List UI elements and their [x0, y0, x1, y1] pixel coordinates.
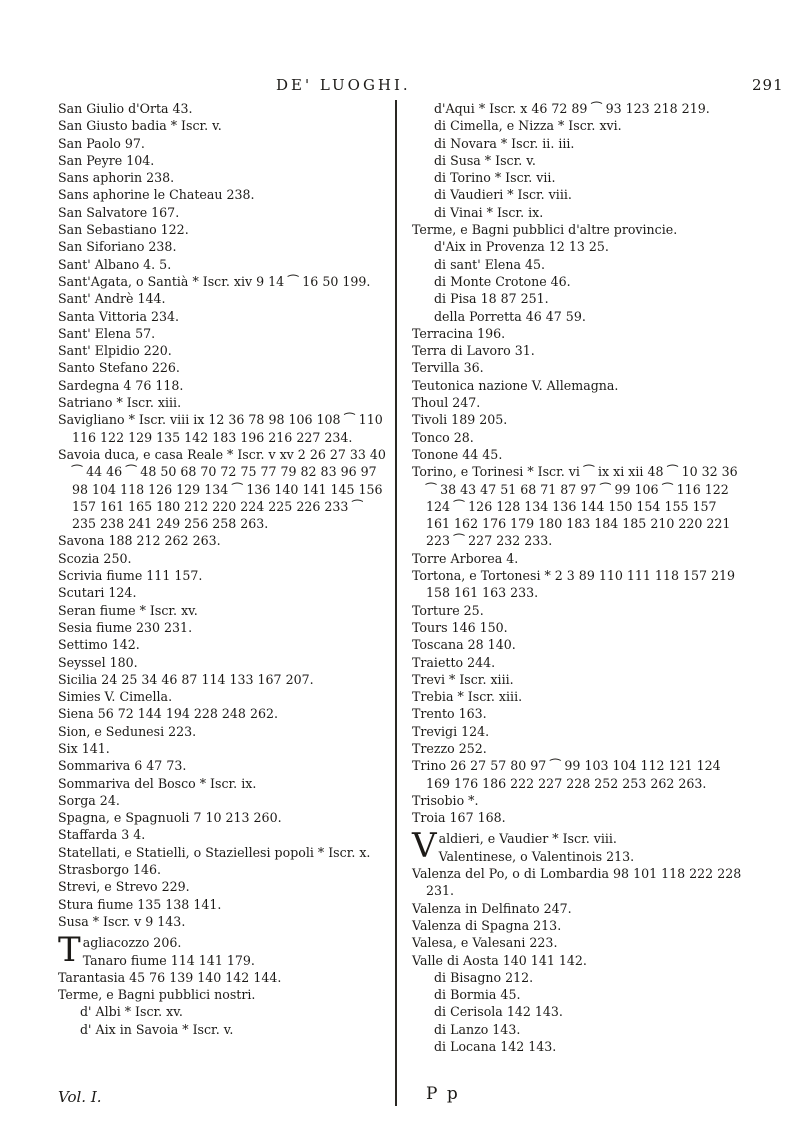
index-entry-text: Trevi * Iscr. xiii.	[412, 671, 514, 687]
index-entry	[58, 969, 388, 986]
index-entry-text: Valle di Aosta 140 141 142.	[412, 952, 587, 968]
index-entry	[412, 359, 742, 376]
signature-mark: P p	[426, 1084, 460, 1104]
index-entry	[58, 986, 388, 1003]
index-entry	[412, 917, 742, 934]
index-entry-text: Sans aphorine le Chateau 238.	[58, 187, 255, 203]
index-entry	[58, 896, 388, 913]
index-entry-text: aldieri, e Vaudier * Iscr. viii.	[438, 831, 617, 847]
page-number: 291	[752, 76, 784, 94]
index-entry-text: Thoul 247.	[412, 395, 481, 411]
index-entry-text: Sans aphorin 238.	[58, 170, 175, 186]
index-entry-text: di Vinai * Iscr. ix.	[434, 204, 544, 220]
index-entry	[58, 826, 388, 843]
index-entry-text: Valenza del Po, o di Lombardia 98 101 118 222 228 231.	[412, 866, 742, 899]
index-entry	[412, 602, 742, 619]
index-entry-text: Terme, e Bagni pubblici d'altre provincie.	[412, 222, 678, 238]
index-entry-text: Sant' Elena 57.	[58, 325, 156, 341]
index-entry-text: Tours 146 150.	[412, 619, 508, 635]
index-entry	[58, 446, 388, 532]
index-entry	[58, 688, 388, 705]
index-entry	[412, 135, 742, 152]
index-entry	[58, 359, 388, 376]
index-entry	[412, 325, 742, 342]
index-entry	[412, 342, 742, 359]
index-entry-text: Strasborgo 146.	[58, 862, 162, 878]
index-entry	[58, 619, 388, 636]
index-entry-text: Sesia fiume 230 231.	[58, 619, 193, 635]
index-entry	[412, 117, 742, 134]
index-entry	[412, 1021, 742, 1038]
index-entry	[412, 848, 742, 865]
index-entry	[58, 152, 388, 169]
index-entry	[412, 865, 742, 900]
index-entry-text: Teutonica nazione V. Allemagna.	[412, 377, 619, 393]
index-entry-text: della Porretta 46 47 59.	[434, 308, 586, 324]
running-header	[0, 76, 800, 100]
right-index-column	[412, 100, 742, 1055]
index-entry-text: Tonone 44 45.	[412, 446, 503, 462]
index-entry-text: Trebia * Iscr. xiii.	[412, 689, 523, 705]
index-entry-text: Scutari 124.	[58, 585, 137, 601]
index-entry-text: Sommariva 6 47 73.	[58, 758, 187, 774]
index-entry-text: Sicilia 24 25 34 46 87 114 133 167 207.	[58, 671, 314, 687]
index-entry	[412, 273, 742, 290]
index-entry-text: di Bormia 45.	[434, 987, 521, 1003]
index-entry	[412, 757, 742, 792]
index-entry-text: d' Albi * Iscr. xv.	[80, 1004, 183, 1020]
index-entry-text: Settimo 142.	[58, 637, 140, 653]
index-entry-text: Trento 163.	[412, 706, 487, 722]
index-entry	[412, 204, 742, 221]
index-entry	[412, 308, 742, 325]
index-entry-text: Terra di Lavoro 31.	[412, 343, 535, 359]
index-entry	[412, 169, 742, 186]
index-entry-text: Sommariva del Bosco * Iscr. ix.	[58, 775, 257, 791]
index-entry	[58, 584, 388, 601]
index-entry	[58, 308, 388, 325]
index-entry	[58, 135, 388, 152]
index-entry	[412, 238, 742, 255]
index-entry	[412, 463, 742, 549]
index-entry	[412, 688, 742, 705]
index-entry-text: di Cerisola 142 143.	[434, 1004, 563, 1020]
index-entry-text: Valenza di Spagna 213.	[412, 917, 562, 933]
index-entry-text: Tanaro fiume 114 141 179.	[82, 952, 255, 968]
index-entry-text: Sant' Elpidio 220.	[58, 343, 172, 359]
index-entry-text: San Sebastiano 122.	[58, 222, 189, 238]
index-entry-text: Satriano * Iscr. xiii.	[58, 395, 182, 411]
index-entry-text: di Torino * Iscr. vii.	[434, 170, 556, 186]
index-entry	[412, 377, 742, 394]
index-entry-text: di Pisa 18 87 251.	[434, 291, 549, 307]
drop-cap-letter: T	[58, 930, 81, 971]
index-entry	[58, 377, 388, 394]
index-entry-text: Trisobio *.	[412, 792, 479, 808]
index-entry	[58, 550, 388, 567]
index-entry	[58, 878, 388, 895]
index-entry	[58, 204, 388, 221]
index-entry	[58, 1003, 388, 1020]
index-entry-text: di Vaudieri * Iscr. viii.	[434, 187, 572, 203]
index-entry-text: Seyssel 180.	[58, 654, 138, 670]
index-entry	[58, 602, 388, 619]
index-entry-text: Tortona, e Tortonesi * 2 3 89 110 111 118 157 219 158 161 163 233.	[412, 568, 736, 601]
index-entry-text: Sorga 24.	[58, 792, 120, 808]
index-entry	[58, 723, 388, 740]
index-entry	[412, 740, 742, 757]
index-entry-text: d' Aix in Savoia * Iscr. v.	[80, 1021, 234, 1037]
index-entry	[58, 273, 388, 290]
index-entry	[412, 900, 742, 917]
index-entry	[412, 654, 742, 671]
index-entry-text: Scozia 250.	[58, 550, 132, 566]
index-entry	[58, 775, 388, 792]
index-entry-text: Valenza in Delfinato 247.	[412, 900, 572, 916]
index-entry-text: Sant' Albano 4. 5.	[58, 256, 172, 272]
index-entry	[412, 550, 742, 567]
index-entry	[58, 325, 388, 342]
index-entry	[58, 411, 388, 446]
index-entry-text: di Locana 142 143.	[434, 1039, 557, 1055]
index-entry-text: San Siforiano 238.	[58, 239, 177, 255]
index-entry-text: San Salvatore 167.	[58, 204, 180, 220]
volume-label: Vol. I.	[58, 1088, 102, 1106]
index-entry	[412, 1003, 742, 1020]
index-entry	[58, 117, 388, 134]
index-entry	[412, 671, 742, 688]
index-entry	[58, 861, 388, 878]
index-entry	[412, 290, 742, 307]
index-entry	[58, 394, 388, 411]
running-title: DE' LUOGHI.	[276, 76, 411, 94]
index-entry-text: Stura fiume 135 138 141.	[58, 896, 222, 912]
index-entry-text: Tervilla 36.	[412, 360, 484, 376]
index-entry	[412, 394, 742, 411]
index-entry-text: di Novara * Iscr. ii. iii.	[434, 135, 575, 151]
index-entry	[58, 636, 388, 653]
index-entry	[58, 290, 388, 307]
index-entry-text: San Giulio d'Orta 43.	[58, 101, 193, 116]
index-entry	[412, 446, 742, 463]
index-entry-text: Seran fiume * Iscr. xv.	[58, 602, 198, 618]
index-entry	[412, 723, 742, 740]
index-entry	[412, 969, 742, 986]
index-entry	[58, 186, 388, 203]
index-entry	[58, 671, 388, 688]
index-entry-text: Spagna, e Spagnuoli 7 10 213 260.	[58, 810, 282, 826]
index-entry-text: d'Aix in Provenza 12 13 25.	[434, 239, 609, 255]
index-entry-text: di Cimella, e Nizza * Iscr. xvi.	[434, 118, 622, 134]
index-entry-text: di Monte Crotone 46.	[434, 273, 571, 289]
index-entry-text: Terme, e Bagni pubblici nostri.	[58, 987, 256, 1003]
index-entry-text: Trevigi 124.	[412, 723, 490, 739]
index-entry-text: Sardegna 4 76 118.	[58, 377, 184, 393]
index-entry	[58, 757, 388, 774]
index-entry-text: Torture 25.	[412, 602, 484, 618]
index-entry-text: Tonco 28.	[412, 429, 474, 445]
index-entry	[412, 809, 742, 826]
index-entry-text: Torino, e Torinesi * Iscr. vi ⁀ ix xi xii 48 ⁀ 10 32 36 ⁀ 38 43 47 51 68 71 87 97 ⁀ 99 106 ⁀ 116 122 124 ⁀ 126 128 134 136 144 150 154 155 157 161 162 176 179 180 183 184 185 210 220 221 223 ⁀ 227 232 233.	[412, 464, 738, 549]
index-entry-text: Sant'Agata, o Santià * Iscr. xiv 9 14 ⁀ 16 50 199.	[58, 273, 371, 289]
index-entry-text: Santa Vittoria 234.	[58, 308, 180, 324]
column-divider	[395, 100, 397, 1106]
index-entry	[58, 913, 388, 930]
index-entry-text: San Paolo 97.	[58, 135, 145, 151]
index-entry-text: Troia 167 168.	[412, 810, 506, 826]
index-entry	[412, 705, 742, 722]
index-entry	[412, 952, 742, 969]
index-entry-text: Tivoli 189 205.	[412, 412, 508, 428]
index-entry	[58, 342, 388, 359]
index-entry-text: Valentinese, o Valentinois 213.	[438, 848, 635, 864]
index-entry-text: Sant' Andrè 144.	[58, 291, 166, 307]
index-entry	[58, 705, 388, 722]
index-entry-text: Toscana 28 140.	[412, 637, 516, 653]
index-entry	[412, 986, 742, 1003]
index-entry-text: Susa * Iscr. v 9 143.	[58, 913, 186, 929]
index-entry-text: Staffarda 3 4.	[58, 827, 146, 843]
index-entry-text: Santo Stefano 226.	[58, 360, 180, 376]
index-entry-text: di Susa * Iscr. v.	[434, 152, 536, 168]
index-entry-text: Savoia duca, e casa Reale * Iscr. v xv 2 26 27 33 40 ⁀ 44 46 ⁀ 48 50 68 70 72 75 77 79 82 83 96 97 98 104 118 126 129 134 ⁀ 136 140 141 145 156 157 161 165 180 212 220 224 225 226 233 ⁀ 235 238 241 249 256 258 263.	[58, 446, 386, 532]
index-entry	[58, 238, 388, 255]
index-entry	[412, 256, 742, 273]
index-entry	[412, 1038, 742, 1055]
index-entry	[412, 636, 742, 653]
index-entry	[58, 567, 388, 584]
index-entry	[412, 429, 742, 446]
index-entry	[412, 411, 742, 428]
index-entry	[58, 809, 388, 826]
index-entry	[58, 1021, 388, 1038]
index-entry	[58, 221, 388, 238]
index-entry	[58, 169, 388, 186]
index-entry-text: di Bisagno 212.	[434, 969, 534, 985]
index-entry	[412, 100, 742, 117]
index-entry	[412, 619, 742, 636]
index-entry-text: Savigliano * Iscr. viii ix 12 36 78 98 106 108 ⁀ 110 116 122 129 135 142 183 196 216 227 234.	[58, 412, 383, 445]
index-entry	[58, 844, 388, 861]
index-entry-text: di Lanzo 143.	[434, 1021, 521, 1037]
index-entry	[412, 567, 742, 602]
index-entry-text: agliacozzo 206.	[82, 935, 182, 951]
index-entry-text: Trino 26 27 57 80 97 ⁀ 99 103 104 112 121 124 169 176 186 222 227 228 252 253 262 263.	[412, 758, 721, 791]
index-entry-text: Simies V. Cimella.	[58, 689, 173, 705]
index-entry	[58, 256, 388, 273]
index-entry	[412, 934, 742, 951]
index-entry	[58, 654, 388, 671]
index-entry-text: Six 141.	[58, 740, 110, 756]
index-entry-text: San Giusto badia * Iscr. v.	[58, 118, 222, 134]
index-entry	[412, 186, 742, 203]
index-entry	[58, 952, 388, 969]
index-entry-text: Torre Arborea 4.	[412, 550, 519, 566]
index-entry-text: San Peyre 104.	[58, 152, 155, 168]
index-entry	[58, 740, 388, 757]
index-entry-text: Trezzo 252.	[412, 740, 487, 756]
index-entry-text: Savona 188 212 262 263.	[58, 533, 221, 549]
index-entry	[58, 532, 388, 549]
index-entry-text: Traietto 244.	[412, 654, 496, 670]
index-entry-text: d'Aqui * Iscr. x 46 72 89 ⁀ 93 123 218 219.	[434, 101, 710, 116]
drop-cap-letter: V	[412, 826, 437, 867]
index-entry-text: Valesa, e Valesani 223.	[412, 935, 558, 951]
index-entry-text: Sion, e Sedunesi 223.	[58, 723, 197, 739]
index-entry-text: Statellati, e Statielli, o Staziellesi popoli * Iscr. x.	[58, 844, 371, 860]
index-entry-text: Scrivia fiume 111 157.	[58, 568, 203, 584]
index-entry-text: Strevi, e Strevo 229.	[58, 879, 190, 895]
index-entry-text: Siena 56 72 144 194 228 248 262.	[58, 706, 278, 722]
index-entry-text: di sant' Elena 45.	[434, 256, 546, 272]
index-entry	[412, 792, 742, 809]
index-entry	[58, 792, 388, 809]
index-entry	[58, 100, 388, 117]
index-entry	[412, 221, 742, 238]
index-entry	[412, 152, 742, 169]
left-index-column	[58, 100, 388, 1038]
index-entry-text: Terracina 196.	[412, 325, 506, 341]
index-entry-text: Tarantasia 45 76 139 140 142 144.	[58, 969, 282, 985]
